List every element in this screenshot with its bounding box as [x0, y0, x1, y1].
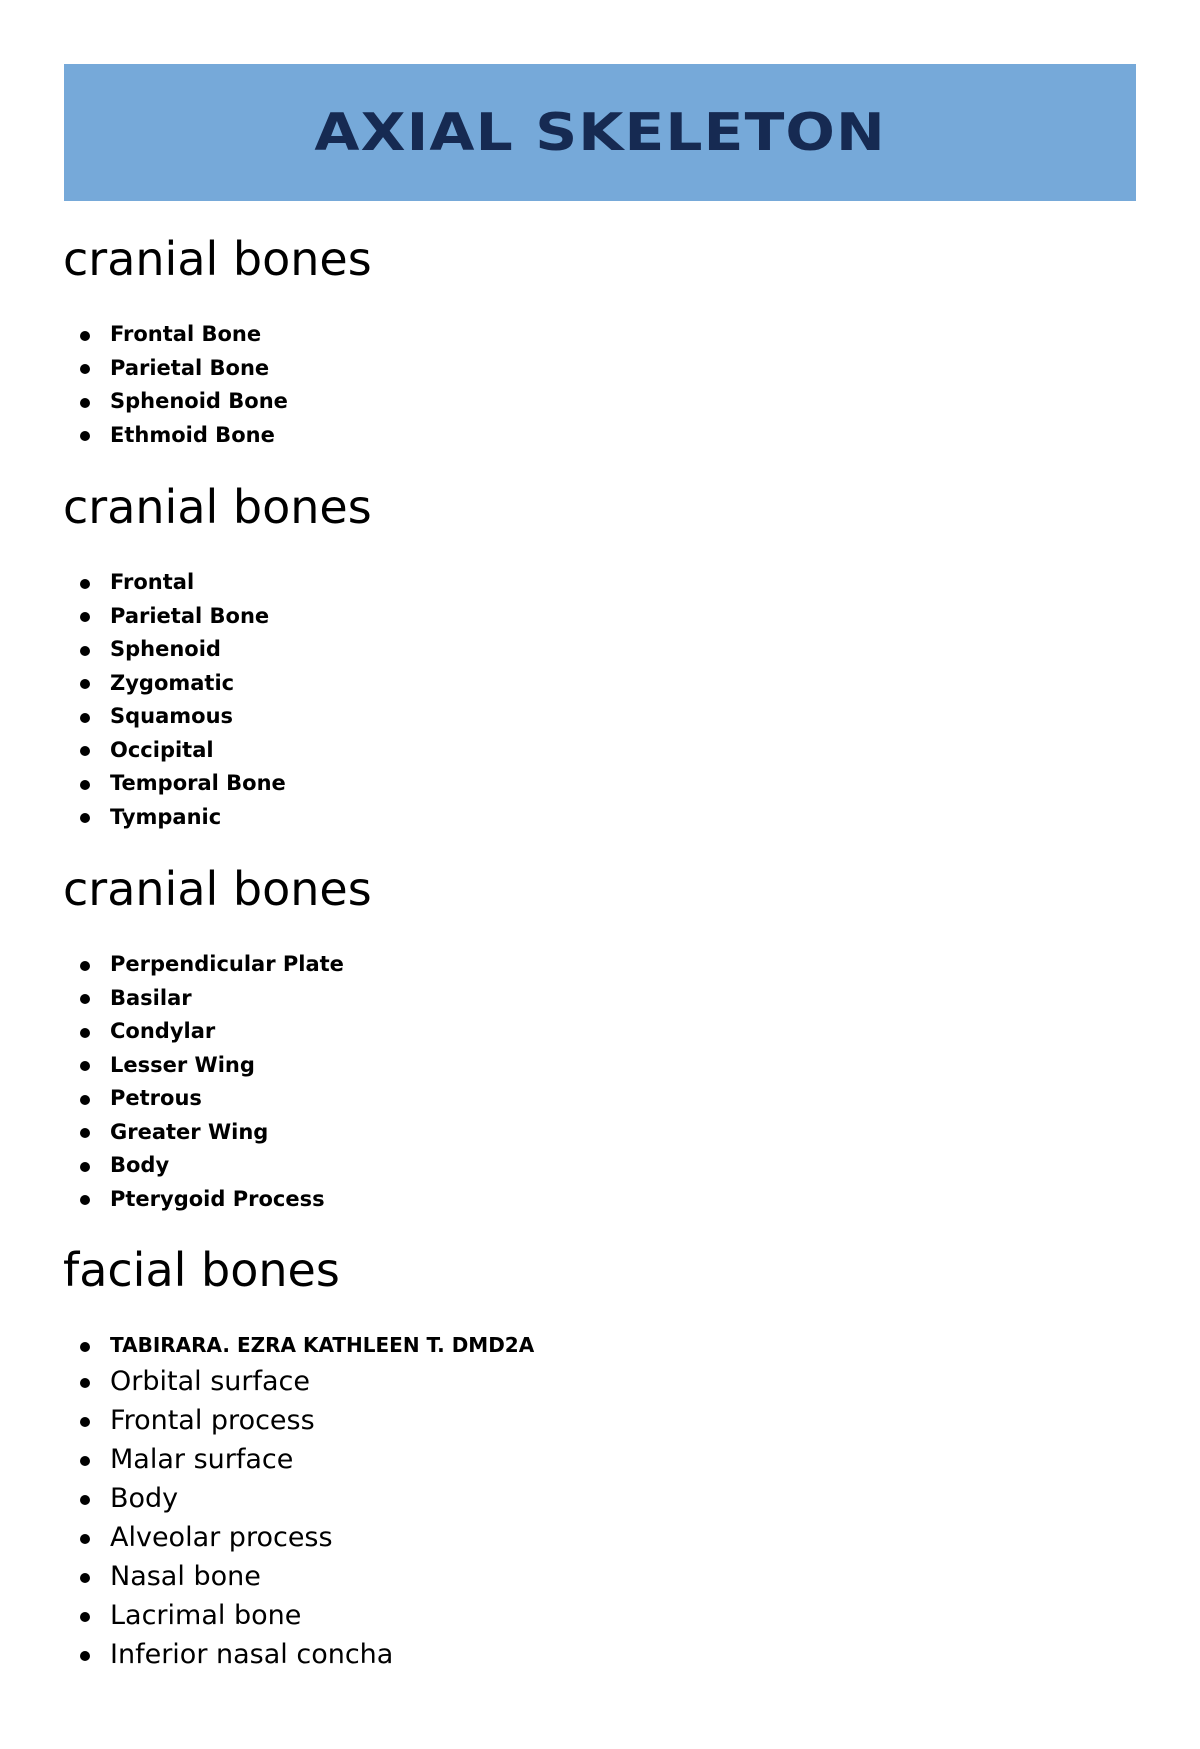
list-item: Frontal process: [0, 1401, 534, 1440]
bullet-icon: [80, 1495, 90, 1505]
bullet-icon: [80, 961, 90, 971]
bullet-icon: [80, 1534, 90, 1544]
bullet-list-cranial-1: [0, 318, 288, 452]
bullet-icon: [80, 1573, 90, 1583]
list-item: Parietal Bone: [0, 600, 286, 634]
bullet-icon: [80, 431, 90, 441]
bullet-icon: [80, 1028, 90, 1038]
title-banner: [64, 64, 1136, 201]
bullet-icon: [80, 1128, 90, 1138]
bullet-icon: [80, 746, 90, 756]
list-item: Frontal Bone: [0, 318, 288, 352]
bullet-list-cranial-3: [0, 948, 344, 1216]
list-item: Sphenoid Bone: [0, 385, 288, 419]
list-item: Nasal bone: [0, 1557, 534, 1596]
list-item: Temporal Bone: [0, 767, 286, 801]
bullet-icon: [80, 994, 90, 1004]
list-item: Inferior nasal concha: [0, 1635, 534, 1674]
list-item-author: TABIRARA. EZRA KATHLEEN T. DMD2A: [0, 1329, 534, 1362]
bullet-icon: [80, 1456, 90, 1466]
bullet-icon: [80, 579, 90, 589]
list-item: Parietal Bone: [0, 352, 288, 386]
list-item: Greater Wing: [0, 1116, 344, 1150]
list-item: Frontal: [0, 566, 286, 600]
bullet-icon: [80, 813, 90, 823]
bullet-icon: [80, 1061, 90, 1071]
bullet-icon: [80, 1195, 90, 1205]
bullet-icon: [80, 1612, 90, 1622]
section-heading-cranial-3: cranial bones: [63, 862, 372, 916]
list-item: Ethmoid Bone: [0, 419, 288, 453]
list-item: Tympanic: [0, 801, 286, 835]
bullet-icon: [80, 1417, 90, 1427]
section-heading-cranial-2: cranial bones: [63, 480, 372, 534]
list-item: Basilar: [0, 982, 344, 1016]
list-item: Petrous: [0, 1082, 344, 1116]
bullet-icon: [80, 1378, 90, 1388]
list-item: Zygomatic: [0, 667, 286, 701]
list-item: Sphenoid: [0, 633, 286, 667]
list-item: Body: [0, 1479, 534, 1518]
list-item: Orbital surface: [0, 1362, 534, 1401]
bullet-icon: [80, 780, 90, 790]
bullet-icon: [80, 1651, 90, 1661]
bullet-icon: [80, 679, 90, 689]
list-item: Body: [0, 1149, 344, 1183]
list-item: Lacrimal bone: [0, 1596, 534, 1635]
list-item: Malar surface: [0, 1440, 534, 1479]
list-item: Alveolar process: [0, 1518, 534, 1557]
bullet-icon: [80, 1162, 90, 1172]
bullet-icon: [80, 364, 90, 374]
bullet-icon: [80, 1342, 90, 1352]
bullet-list-cranial-2: [0, 566, 286, 834]
list-item: Perpendicular Plate: [0, 948, 344, 982]
bullet-list-facial: [0, 1329, 534, 1674]
list-item: Occipital: [0, 734, 286, 768]
section-heading-facial: facial bones: [63, 1243, 340, 1297]
bullet-icon: [80, 398, 90, 408]
section-heading-cranial-1: cranial bones: [63, 232, 372, 286]
page-title: AXIAL SKELETON: [314, 102, 886, 163]
bullet-icon: [80, 612, 90, 622]
list-item: Condylar: [0, 1015, 344, 1049]
list-item: Pterygoid Process: [0, 1183, 344, 1217]
bullet-icon: [80, 331, 90, 341]
list-item: Lesser Wing: [0, 1049, 344, 1083]
list-item: Squamous: [0, 700, 286, 734]
bullet-icon: [80, 1095, 90, 1105]
bullet-icon: [80, 713, 90, 723]
bullet-icon: [80, 646, 90, 656]
